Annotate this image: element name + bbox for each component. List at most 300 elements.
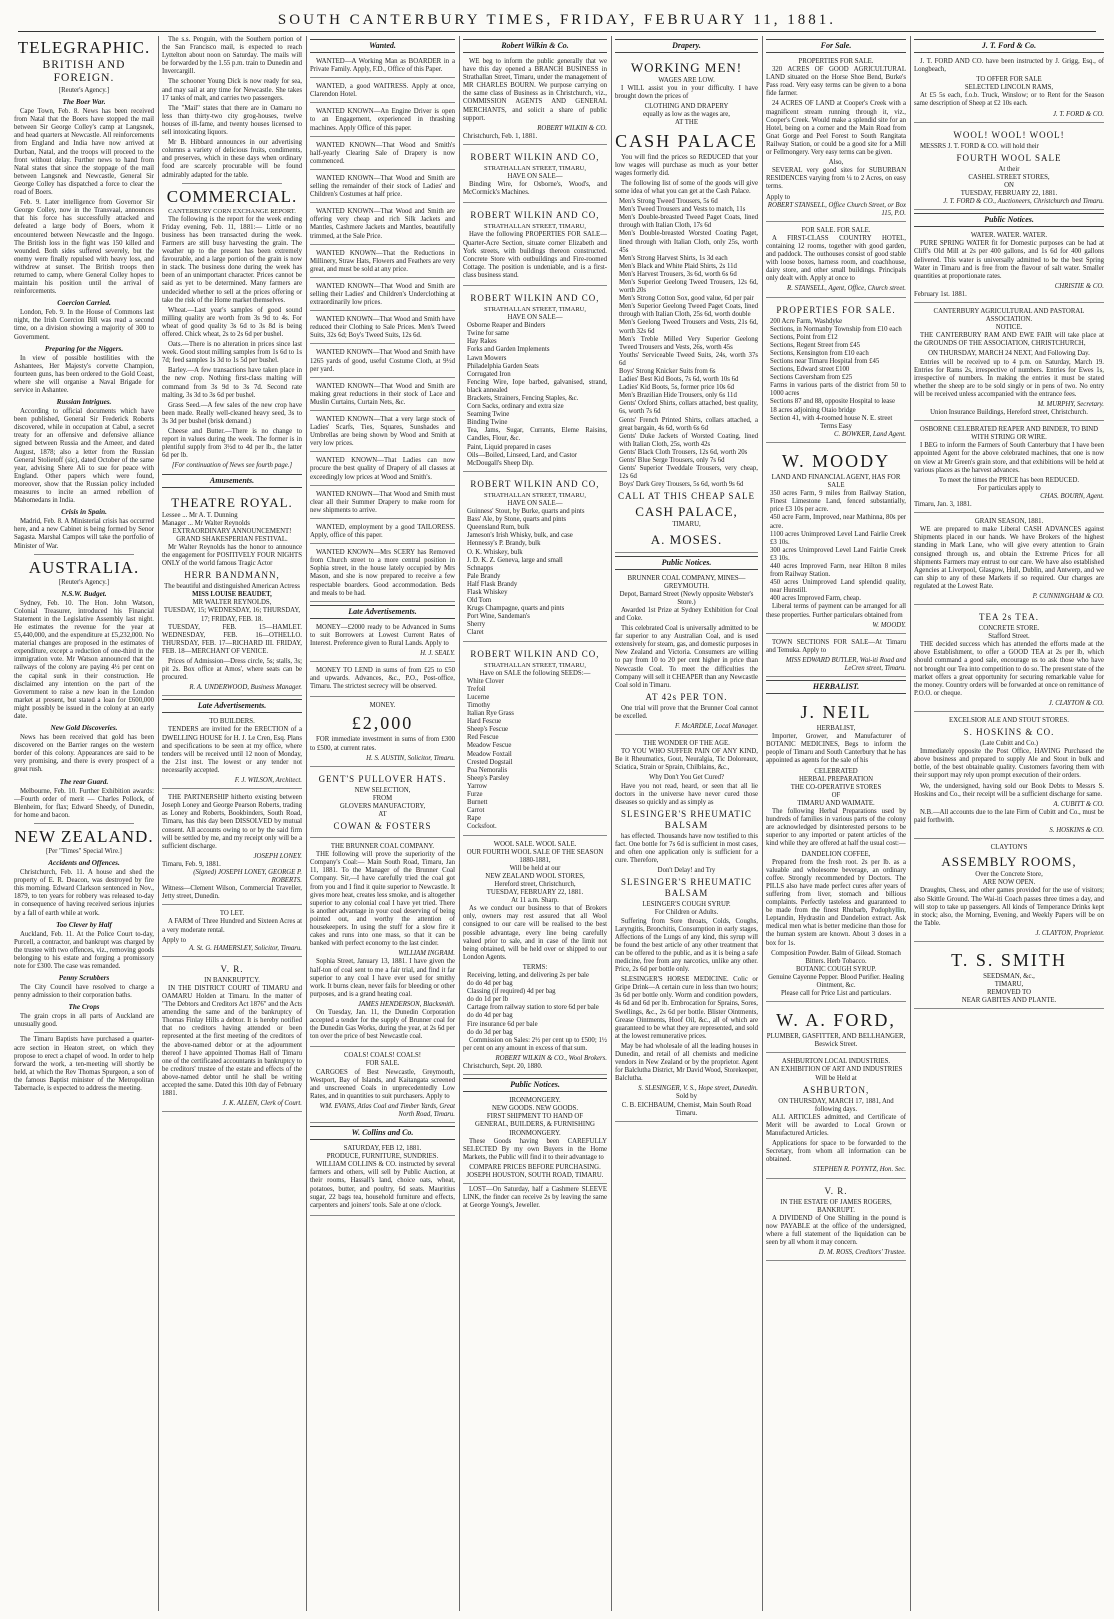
ad-signature: H. S. AUSTIN, Solicitor, Timaru. bbox=[366, 754, 455, 762]
agency-note: [Reuter's Agency.] bbox=[58, 87, 110, 94]
list-item: Burnett bbox=[467, 799, 488, 807]
ad-line: SATURDAY, FEB 12, 1881. bbox=[343, 1145, 422, 1153]
ad-text: THE following will prove the superiority of the Company's Coal:— Main South Road, Timaru, Jan 11, 1881. To the Manager of the Brunner Coal Company. Sir,—I have carefully tried the coal got from you and I find it quite superior to Newcastle. It gives more heat, creates less smoke, and is altogether superior to any colonial coal I have yet tried. There is another advantage in your coal deserving of being pointed out, and worthy the attention of housekeepers. In using the stuff for a slow fire it cakes and runs into one mass, so that it can be banked with perfect economy to the last cinder. bbox=[310, 851, 455, 948]
british-foreign-heading: BRITISH AND FOREIGN. bbox=[42, 59, 126, 84]
section-heading: Late Advertisements. bbox=[310, 605, 455, 619]
list-item: Oils—Boiled, Linseed, Lard, and Castor bbox=[467, 451, 578, 459]
list-item: Jameson's Irish Whisky, bulk, and case bbox=[467, 532, 573, 540]
list-item: Section 41, with 4-roomed house N. E. street bbox=[770, 414, 893, 422]
divider bbox=[34, 1032, 134, 1033]
article-heading: The rear Guard. bbox=[59, 777, 109, 786]
list-item: Yarrow bbox=[467, 782, 488, 790]
list-item: Timothy bbox=[467, 702, 491, 709]
ad-title: IRONMONGERY. bbox=[509, 1097, 561, 1105]
column-drapery bbox=[615, 36, 758, 1611]
ad-line: STRATHALLAN STREET, TIMARU, bbox=[484, 661, 586, 669]
ad-line: REMOVED TO bbox=[986, 989, 1032, 997]
ad-line: TUESDAY, 15; WEDNESDAY, 16; THURSDAY, 17; FRIDAY, FEB. 18. bbox=[163, 607, 301, 623]
list-item: Boys' Strong Knicker Suits from 6s bbox=[619, 368, 716, 375]
wanted-ad: WANTED KNOWN—That a very large stock of Ladies' Scarfs, Ties, Squares, Sunshades and Umbrellas are being shown by Wood and Smith at very low prices. bbox=[310, 413, 455, 452]
ad-line: EXTRAORDINARY ANNOUNCEMENT! bbox=[172, 527, 292, 535]
ad-title: TO LET. bbox=[219, 910, 245, 918]
ad-text: Importer, Grower, and Manufacturer of BOTANIC MEDICINES, Begs to inform the people of Timaru and South Canterbury that he has appointed as agents for the sale of his bbox=[766, 733, 906, 765]
ad-line: AT 42s PER TON. bbox=[645, 691, 728, 702]
rams-ad bbox=[914, 55, 1104, 123]
column-robert-wilkin bbox=[463, 36, 607, 1611]
list-item: Boys' Dark Grey Trousers, 5s 6d, worth 9s 6d bbox=[619, 481, 744, 489]
ad-line: ASHBURTON, bbox=[802, 1084, 870, 1095]
ad-line: Terms Easy bbox=[820, 422, 852, 430]
ad-line: February 1st. 1881. bbox=[914, 290, 967, 298]
ad-signature: CHRISTIE & CO. bbox=[1054, 282, 1104, 290]
ad-signature: ROBERT WILKIN & CO., Wool Brokers. bbox=[495, 1054, 607, 1062]
ad-signature: J. T. FORD & CO. bbox=[1052, 110, 1104, 118]
ad-text: MONEY—£2000 ready to be Advanced in Sums to suit Borrowers at Lowest Current Rates of Interest. Preference given to Rural Lands. Apply to bbox=[310, 623, 455, 647]
ad-title: GRAIN SEASON, 1881. bbox=[974, 518, 1044, 526]
report-heading: CANTERBURY CORN EXCHANGE REPORT. bbox=[168, 207, 296, 215]
list-item: Ladies' Best Kid Boots, 7s 6d, worth 10s 6d bbox=[619, 376, 739, 384]
ad-signature: A. MOSES. bbox=[650, 531, 723, 547]
ad-line: Genuine Cayenne Pepper. Blood Purifier. Healing Ointment, &c. bbox=[768, 973, 904, 989]
ad-title: EXCELSIOR ALE AND STOUT STORES. bbox=[949, 717, 1069, 724]
ad-title: OSBORNE CELEBRATED REAPER AND BINDER, TO BIND WITH STRING OR WIRE. bbox=[919, 426, 1099, 442]
list-item: Krugs Champagne, quarts and pints bbox=[467, 605, 565, 613]
ad-title: WOOL SALE. WOOL SALE. bbox=[493, 840, 577, 848]
list-item: Sections near Timaru Hospital from £45 bbox=[770, 358, 880, 365]
article-text: The City Council have resolved to charge a penny admission to their corporation baths. bbox=[14, 984, 154, 1000]
ad-text: At £5 5s each, f.o.b. Truck, Winslow; or to Rent for the Season same description of Sheep at £2 10s each. bbox=[914, 92, 1104, 108]
list-item: White Clover bbox=[467, 677, 504, 685]
ad-signature: A. St. G. HAMERSLEY, Solicitor, Timaru. bbox=[189, 944, 302, 952]
ad-title: FOR SALE. FOR SALE. bbox=[801, 226, 871, 234]
list-item: Corrugated Iron bbox=[467, 370, 511, 378]
article-text: The following is the report for the week ending Friday evening, Feb. 11, 1881:— Little or no business has been transacted during the week. Farmers are still busy harvesting the grain. The weather up to the present has been extremely favourable, and a large portion of the grain is now in stack. The business done during the week has been of an unimportant character. Prices cannot be said as yet to be determined. Many farmers are undecided whether to sell at the prices offering or take the risk of the Home market themselves. bbox=[162, 215, 302, 304]
list-item: Sections, in Normanby Township from £10 each bbox=[770, 325, 902, 333]
ad-signature: M. MURPHY, Secretary. bbox=[1037, 401, 1104, 408]
money-ad bbox=[310, 621, 455, 662]
article-heading: Penny Scrubbers bbox=[58, 974, 110, 983]
ad-line: ON THURSDAY, MARCH 17, 1881, And following days. bbox=[778, 1097, 894, 1113]
list-item: Men's Double-breasted Tweed Paget Coats, lined through with Italian Cloth, 17s 6d bbox=[619, 214, 758, 230]
list-item: Flask Whiskey bbox=[467, 588, 508, 596]
list-item: do do 4d per bag bbox=[467, 1012, 513, 1020]
list-item: Gents' Black Cloth Trousers, 12s 6d, worth 20s bbox=[619, 448, 748, 456]
list-item: Youths' Serviceable Tweed Suits, 24s, worth 37s 6d bbox=[619, 351, 758, 367]
ad-text: N.B.—All accounts due to the late Firm of Cubitt and Co., must be paid forthwith. bbox=[914, 808, 1104, 824]
article-heading: Too Clever by Half bbox=[56, 920, 112, 929]
ad-line: Christchurch, Sept. 20, 1880. bbox=[463, 1063, 543, 1071]
list-item: Hard Fescue bbox=[467, 718, 502, 726]
ad-title: ASSEMBLY ROOMS, bbox=[941, 854, 1077, 870]
article-heading: N.S.W. Budget. bbox=[61, 589, 107, 598]
ad-text: Commission on Sales: 2½ per cent up to £500; 1½ per cent on any amount in excess of that sum. bbox=[463, 1036, 607, 1052]
column-rule bbox=[611, 36, 612, 1611]
item-list bbox=[463, 508, 607, 638]
balsam-ad bbox=[615, 737, 758, 1122]
list-item: Philadelphia Garden Seats bbox=[467, 362, 539, 370]
ad-line: HERBALIST, bbox=[816, 725, 856, 733]
ad-line: ON THURSDAY, MARCH 24 NEXT, And Following Day. bbox=[928, 350, 1090, 358]
ad-line: COWAN & FOSTERS bbox=[333, 821, 432, 832]
bankruptcy-ad bbox=[162, 959, 302, 1113]
ad-signature: R. A. UNDERWOOD, Business Manager. bbox=[189, 684, 302, 692]
ad-text: A FARM of Three Hundred and Sixteen Acres at a very moderate rental. bbox=[162, 918, 302, 934]
list-item: Italian Rye Grass bbox=[467, 710, 514, 718]
ad-line: DANDELION COFFEE, bbox=[801, 850, 871, 858]
wanted-ad: WANTED KNOWN—That Wood and Smith have 1265 yards of good, useful Costume Cloth, at 9½d per yard. bbox=[310, 346, 455, 377]
wanted-ad: WANTED KNOWN—That Wood and Smith must clear all their Summer Drapery to make room for new shipments to arrive. bbox=[310, 488, 455, 519]
ad-text: Binding Wire, for Osborne's, Wood's, and McCormick's Machines. bbox=[463, 181, 607, 197]
ad-signature: R. STANSELL, Agent, Office, Church street. bbox=[787, 285, 906, 293]
ad-signature: W. MOODY. bbox=[872, 621, 906, 629]
theatre-ad bbox=[162, 490, 302, 697]
australia-heading: AUSTRALIA. bbox=[28, 557, 140, 577]
list-item: do do 3d per bag bbox=[467, 1028, 513, 1036]
ad-line: Stafford Street. bbox=[988, 633, 1030, 641]
list-item: do do 1d per lb bbox=[467, 996, 509, 1004]
ad-line: CLAYTON'S bbox=[990, 844, 1028, 852]
wanted-ad: WANTED KNOWN—That Wood and Smith are making great reductions in their stock of Lace and Muslin Curtains, Curtain Nets, &c. bbox=[310, 380, 455, 411]
list-item: O. K. Whiskey, bulk bbox=[467, 548, 523, 556]
article-text: According to official documents which have been published, General Sir Frederick Roberts discovered, while in occupation at Cabul, a secret treaty for an offensive and defensive alliance signed between Russia and the Ameer, and dated August, 1878; also a letter from the Russian General Stolietoff (sic), dated October of the same year, advising Shere Ali to sue for peace with England. Other papers which were found, moreover, show that the Russian policy included measures to incite an armed rebellion of Mahomedans in India. bbox=[14, 408, 154, 505]
ad-text: May be had wholesale of all the leading houses in Dunedin, and retail of all chemists and medicine vendors in New Zealand or by the proprietor. Agent for Balclutha District, Mr David Wood, Storekeeper, Balclutha. bbox=[615, 1042, 758, 1083]
column-rule bbox=[459, 36, 460, 1611]
article-text: Auckland, Feb. 11. At the Police Court to-day, Purcell, a contractor, and bankrupt was charged by the trustee with two offences, viz., removing goods belonging to his estate and forging a promissory note for £300. The case was remanded. bbox=[14, 930, 154, 970]
ad-line: BOTANIC COUGH SYRUP. bbox=[795, 965, 877, 973]
ad-line: The beautiful and distinguished American Actress bbox=[164, 583, 300, 591]
ad-line: Why Don't You Get Cured? bbox=[648, 774, 725, 782]
list-item: Schnapps bbox=[467, 564, 494, 572]
ad-text: I BEG to inform the Farmers of South Canterbury that I have been appointed Agent for the above celebrated machines, that one is now on view at Mr Green's grain store, and that exhibitions will be held at various places as the harvest advances. bbox=[914, 442, 1104, 474]
list-item: Fire insurance 6d per bale bbox=[467, 1020, 538, 1028]
ad-text: has effected. Thousands have now testified to this fact. One bottle for 7s 6d is sufficient in most cases, and often one application only is sufficient for a cure. Therefore, bbox=[615, 832, 758, 865]
ad-signature: ROBERT WILKIN & CO. bbox=[537, 124, 607, 132]
ad-title: W. A. FORD, bbox=[776, 1010, 896, 1031]
seedsman-ad bbox=[914, 944, 1104, 1009]
article-text: The s.s. Penguin, with the Southern portion of the San Francisco mail, is expected to reach Lyttelton about noon on Saturday. The mails will be forwarded by the 1.55 p.m. train to Dunedin and Invercargill. bbox=[162, 36, 302, 76]
ad-text: You will find the prices so REDUCED that your low wages will purchase as much as your better wages formerly did. bbox=[615, 153, 758, 177]
list-item: Men's Geelong Tweed Trousers and Vests, 21s 6d, worth 32s 6d bbox=[619, 319, 758, 335]
ad-line: CALL AT THIS CHEAP SALE bbox=[617, 491, 755, 502]
list-item: Crested Dogstail bbox=[467, 758, 513, 766]
article-text: The grain crops in all parts of Auckland are unusually good. bbox=[14, 1013, 154, 1029]
column-ford-notices bbox=[914, 36, 1104, 1611]
article-text: Madrid, Feb. 8. A Ministerial crisis has occurred here, and a new Cabinet is being formed by Senor Sagasta. Marshal Campos will take the portfolio of Minister of War. bbox=[14, 518, 154, 550]
ad-text: THE PARTNERSHIP hitherto existing between Joseph Loney and George Pearson Roberts, trading as Loney and Roberts, Bookbinders, South Road, Timaru, has this day been DISSOLVED by mutual consent. All accounts owing to or by the said firm will be settled by me, and my receipt only will be a sufficient discharge. bbox=[162, 794, 302, 850]
ad-signature: D. M. ROSS, Creditors' Trustee. bbox=[818, 1249, 906, 1257]
list-item: Claret bbox=[467, 629, 484, 637]
ad-line: Also, bbox=[828, 159, 844, 167]
ad-line: HERBAL PREPARATION bbox=[798, 775, 874, 783]
list-item: Men's Strong Harvest Shirts, 1s 3d each bbox=[619, 254, 728, 262]
ad-line: Sold by bbox=[676, 1093, 697, 1101]
list-item: Sections Caversham from £25 bbox=[770, 374, 853, 382]
article-text: In view of possible hostilities with the Ashantees, Her Majesty's corvette Champion, fourteen guns, has been ordered to the Gold Coast, where she will organise a Naval Brigade for service in Ashantee. bbox=[14, 354, 154, 394]
ad-text: FOR immediate investment in sums of from £300 to £500, at current rates. bbox=[310, 736, 455, 752]
ad-line: At 11 a.m. Sharp. bbox=[511, 897, 559, 905]
ad-line: equally as low as the wages are, bbox=[642, 111, 730, 119]
list-item: 350 acres Farm, 9 miles from Railway Station, Finest Limestone Land, fenced substantially, price £3 10s per acre. bbox=[770, 490, 906, 514]
wire-note: [Per "Times" Special Wire.] bbox=[46, 847, 122, 855]
list-item: Sections, Point from £12 bbox=[770, 333, 838, 341]
ad-title: MONEY. bbox=[369, 702, 396, 710]
list-item: Ladies' Kid Boots, 5s, former price 10s 6d bbox=[619, 384, 735, 392]
ad-signature: F. J. WILSON, Architect. bbox=[234, 777, 302, 785]
ad-line: ARE NOW OPEN. bbox=[982, 879, 1036, 887]
list-item: 300 acres Unimproved Level Land Fairlie Creek £3 10s. bbox=[770, 546, 906, 562]
ad-line: Over the Concrete Store, bbox=[975, 871, 1043, 879]
article-text: Cape Town, Feb. 8. News has been received from Natal that the Boers have stopped the mail between Sir George Colley's camp at Langsnek, and head quarters at Newcastle. All reinforcements from England and India have now arrived at Durban, Natal, and the troops will proceed to the front without delay. Further news to hand from Natal states that since the stoppage of the mail between Langsnek and Newcastle, General Sir George Colley has dispatched a force to clear the road of Boers. bbox=[14, 108, 154, 197]
ad-line: OUR FOURTH WOOL SALE OF THE SEASON 1880-1881, bbox=[466, 848, 604, 864]
ad-signature: ROBERT STANSELL, Office Church Street, or Box 115, P.O. bbox=[767, 201, 906, 217]
ad-title: COALS! COALS! COALS! bbox=[343, 1052, 422, 1060]
ad-text: The following list of some of the goods will give some idea of what you can get at the Cash Palace. bbox=[615, 179, 758, 195]
wanted-ad: WANTED KNOWN—That Wood and Smith are offering very cheap and rich Silk Jackets and Mantles, Cashmere Jackets and Mantles, beautifully trimmed, at the Sale Price. bbox=[310, 205, 455, 244]
ad-line: OF bbox=[831, 791, 841, 799]
ad-text: The following Herbal Preparations used by hundreds of families in various parts of the colony are acknowledged by disinterested persons to be superior to any imported or patent articles of the kind while they are offered at half the usual cost:— bbox=[766, 808, 906, 848]
list-item: Half Flask Brandy bbox=[467, 580, 518, 588]
properties-ad bbox=[766, 300, 906, 443]
water-ad bbox=[914, 229, 1104, 303]
ad-line: C. B. EICHBAUM, Chemist, Main South Road Timaru. bbox=[621, 1101, 752, 1117]
ad-signature: H. J. SEALY. bbox=[420, 649, 455, 657]
article-text: Christchurch, Feb. 11. A house and shed the property of E. R. Deacon, was destroyed by fire this morning. Edward Clarkson sentenced in Nov., 1879, to ten years for robbery was released to-day in consequence of having received serious injuries by a fall of earth while at work. bbox=[14, 869, 154, 917]
ad-line: STRATHALLAN STREET, TIMARU, bbox=[484, 491, 586, 499]
properties-ad bbox=[766, 55, 906, 222]
article-heading: Russian Intrigues. bbox=[56, 398, 112, 407]
ad-text: ALL ARTICLES admitted, and Certificate of Merit will be awarded to Local Grown or Manufactured Articles. bbox=[766, 1113, 906, 1138]
ad-line: HAVE ON SALE— bbox=[507, 173, 563, 181]
ad-text: J. T. FORD AND CO. have been instructed by J. Grigg, Esq., of Longbeach, bbox=[914, 58, 1104, 74]
wilkin-ad bbox=[463, 644, 607, 836]
list-item: 440 acres Improved Farm, near Hilton 8 miles from Railway Station. bbox=[770, 562, 906, 579]
ad-line: To meet the times the PRICE has been REDUCED. bbox=[938, 476, 1080, 484]
price-list bbox=[615, 198, 758, 489]
ad-title: WATER. WATER. WATER. bbox=[970, 232, 1048, 240]
ad-title: T. S. SMITH bbox=[951, 949, 1067, 970]
list-item: Lucerne bbox=[467, 693, 490, 701]
column-wanted bbox=[310, 36, 455, 1611]
wanted-ad: WANTED KNOWN—That the Reductions in Millinery, Straw Hats, Flowers and Feathers are very great, and must be sold at any price. bbox=[310, 247, 455, 278]
agency-note: [Reuter's Agency.] bbox=[58, 578, 110, 586]
section-heading: HERBALIST. bbox=[766, 680, 906, 694]
coals-ad bbox=[310, 1049, 455, 1123]
ad-line: Manager ... Mr Walter Reynolds bbox=[162, 519, 250, 527]
article-text: The schooner Young Dick is now ready for sea, and may sail at any time for Newcastle. She takes 17 tanks of malt, and carries two passengers. bbox=[162, 78, 302, 102]
ad-line: TIMARU, bbox=[672, 521, 701, 529]
divider bbox=[34, 554, 134, 555]
wanted-list bbox=[310, 55, 455, 602]
property-list bbox=[766, 490, 906, 603]
ad-line: ON bbox=[1004, 181, 1014, 189]
ad-line: STRATHALLAN STREET, TIMARU, bbox=[484, 164, 586, 172]
ad-line: Timaru, Feb. 9, 1881. bbox=[162, 860, 221, 868]
ad-line: Depot, Barnard Street (Newly opposite Webster's Store.) bbox=[619, 590, 754, 606]
wilkin-ad bbox=[463, 147, 607, 203]
ad-line: NEAR GABITES AND PLANTE. bbox=[961, 997, 1057, 1005]
ad-line: SELECTED LINCOLN RAMS, bbox=[964, 84, 1054, 92]
article-text: Sydney, Feb. 10. The Hon. John Watson, Colonial Treasurer, introduced his Financial Statement in the Legislative Assembly last night. He estimates the revenue for the year at £5,440,000, and the expenditure at £5,232,000. No material changes are proposed in the estimates of expenditure, except a reduction of one-third in the immigration vote. Mr Watson announced that the railways of the colony are paying 4½ per cent on the capital sunk in their construction. He disclaimed any intention on the part of the Government to raise a new loan in the London market at present, but stated a loan for £600,000 might possibly be issued in the colony at an early date. bbox=[14, 599, 154, 720]
ad-signature: J. CLAYTON, Proprietor. bbox=[1035, 929, 1104, 937]
ad-line: WAGES ARE LOW. bbox=[658, 77, 715, 84]
ad-text: Immediately opposite the Post Office, HAVING Purchased the above business and prepared to supply Ale and Stout in bulk and bottle, of the best obtainable quality. Customers favoring them with their support may rely upon prompt execution of their orders. bbox=[914, 748, 1104, 780]
ad-text: One trial will prove that the Brunner Coal cannot be excelled. bbox=[615, 704, 758, 720]
ad-line: Timaru, Jan. 3, 1881. bbox=[914, 501, 972, 509]
association-ad bbox=[914, 305, 1104, 421]
ad-line: HAVE ON SALE— bbox=[507, 314, 563, 322]
article-heading: Crisis in Spain. bbox=[61, 508, 107, 517]
article-text: Grass Seed.—A few sales of the new crop have been made. Really well-cleaned heavy seed, 3s to 3s 3d per bushel (brisk demand.) bbox=[162, 401, 302, 425]
ad-line: CONCRETE STORE. bbox=[978, 625, 1040, 633]
list-item: Men's Double-breasted Worsted Coating Paget, lined through with Italian Cloth, only 25s, worth 45s bbox=[619, 230, 758, 254]
ad-line: S. HOSKINS & CO. bbox=[963, 727, 1055, 738]
list-item: Gents' French Printed Shirts, collars attached, a great bargain, 4s 6d, worth 6s 6d bbox=[619, 416, 758, 432]
wanted-ad: WANTED KNOWN—That Wood and Smith's half-yearly Clearing Sale of Drapery is now commenced. bbox=[310, 139, 455, 170]
ad-title: TEA 2s TEA. bbox=[978, 612, 1040, 623]
ad-title: CANTERBURY AGRICULTURAL AND PASTORAL ASSOCIATION. bbox=[933, 307, 1085, 324]
cash-palace-ad bbox=[615, 55, 758, 553]
list-item: McDougall's Sheep Dip. bbox=[467, 459, 534, 467]
column-news-commercial bbox=[162, 36, 302, 1611]
column-telegraphic bbox=[14, 36, 154, 1611]
ad-amount: £2,000 bbox=[351, 713, 414, 734]
ad-signature: JOSEPH LONEY. bbox=[253, 852, 302, 860]
list-item: Cocksfoot. bbox=[467, 823, 497, 831]
list-item: Furze bbox=[467, 791, 483, 799]
ad-line: Apply to bbox=[766, 193, 790, 201]
money-ad bbox=[310, 699, 455, 766]
wanted-ad: WANTED KNOWN—That Ladies can now procure the best quality of Drapery of all classes at exceedingly low prices at Wood and Smith's. bbox=[310, 454, 455, 485]
ad-text: As we conduct our business to that of Brokers only, owners may rest assured that all Wool consigned to our care will be realised to the best possible advantage, every line being carefully valued prior to sale, and in case of the limit not being obtained, will be held over or shipped to our London Agents. bbox=[463, 905, 607, 961]
list-item: Pale Brandy bbox=[467, 572, 501, 580]
list-item: 450 acre Farm, Improved, near Mathinna, 80s per acre. bbox=[770, 514, 906, 530]
ad-line: AN EXHIBITION OF ART AND INDUSTRIES bbox=[769, 1066, 903, 1074]
ad-title: THEATRE ROYAL. bbox=[171, 494, 293, 510]
list-item: Men's Treble Milled Very Superior Geelong Tweed Trousers and Vests, 26s, worth 45s bbox=[619, 335, 758, 351]
ad-line: Beswick Street. bbox=[814, 1041, 858, 1049]
section-heading: J. T. Ford & Co. bbox=[914, 39, 1104, 53]
list-item: Gents' Superior Tweddale Trousers, very cheap, 12s 6d bbox=[619, 465, 758, 481]
ad-text: Have you not read, heard, or seen that all lie doctors in the universe have never cured those diseases so quickly and as simply as bbox=[615, 782, 758, 806]
ad-title: IN BANKRUPTCY. bbox=[204, 976, 260, 984]
ad-line: Have on SALE the following SEEDS:— bbox=[479, 669, 591, 677]
article-text: Feb. 9. Later intelligence from Governor Sir George Colley, now in the Transvaal, announces that his force has successfully attacked and defeated a large body of Boers, whom it encountered between Newcastle and the Ingogo. The British loss in the fight was 150 killed and wounded. Both sides suffered severely, but the enemy were finally repulsed with heavy loss, and withdrew at sunset. The British troops then returned to camp, where General Colley hopes to maintain his position until the arrival of reinforcements. bbox=[14, 199, 154, 296]
wilkin-ad bbox=[463, 55, 607, 145]
list-item: 18 acres adjoining Otaio bridge bbox=[770, 406, 856, 414]
ad-line: COMPARE PRICES BEFORE PURCHASING. bbox=[469, 1163, 601, 1171]
ad-text: MONEY TO LEND in sums of from £25 to £50 and upwards. Advances, &c., P.O., Post-office, Timaru. The strictest secrecy will be observed. bbox=[310, 667, 455, 691]
hats-ad bbox=[310, 769, 455, 838]
ad-signature: J. T. FORD & CO., Auctioneers, Christchurch and Timaru. bbox=[943, 198, 1104, 206]
ad-signature: J. K. ALLEN, Clerk of Court. bbox=[222, 1100, 302, 1108]
ad-text: CARGOES of Best Newcastle, Greymouth, Westport, Bay of Islands, and Kaitangata screened and unscreened Coals in unprecedentedly Low Rates, and in quantities to suit purchasers. Apply to bbox=[310, 1068, 455, 1100]
ad-line: LAND AND FINANCIAL AGENT, HAS FOR SALE bbox=[771, 473, 901, 490]
list-item: Carrot bbox=[467, 807, 485, 815]
ad-line: TUESDAY, FEBRUARY 22, 1881. bbox=[486, 889, 584, 897]
list-item: 200 Acre Farm, Washdyke bbox=[770, 317, 843, 325]
ad-signature: P. CUNNINGHAM & CO. bbox=[1032, 592, 1104, 600]
ad-signature: WM. EVANS, Atlas Coal and Timber Yards, Great North Road, Timaru. bbox=[319, 1102, 455, 1118]
list-item: Sheep's Fescue bbox=[467, 726, 509, 734]
ad-text: These Goods having been CAREFULLY SELECTED By my own Buyers in the Home Markets, the Public will find it to their advantage to bbox=[463, 1137, 607, 1161]
list-item: Men's Harvest Trousers, 3s 6d, worth 6s 6d bbox=[619, 270, 737, 278]
list-item: Classing (if required) 4d per bag bbox=[467, 988, 556, 996]
list-item: Seaming Twine bbox=[467, 411, 510, 419]
ad-line: For particulars apply to bbox=[977, 484, 1041, 492]
list-item: Red Fescue bbox=[467, 734, 499, 742]
article-text: Oats.—There is no alteration in prices since last week. Good stout milling samples from 1s 6d to 1s 7d; feed samples 1s 3d to 1s 5d per bushel. bbox=[162, 341, 302, 365]
masthead-rule bbox=[18, 31, 1096, 32]
ad-line: STRATHALLAN STREET, TIMARU, bbox=[484, 223, 586, 231]
money-ad bbox=[310, 664, 455, 697]
grain-ad bbox=[914, 515, 1104, 605]
ad-text: SEVERAL very good sites for SUBURBAN RESIDENCES varying from ¼ to 2 Acres, on easy terms. bbox=[766, 167, 906, 191]
ad-line: Apply to bbox=[162, 936, 186, 944]
list-item: Receiving, letting, and delivering 2s per bale bbox=[467, 972, 589, 979]
list-item: Men's Tweed Trousers and Vests to match, 11s bbox=[619, 206, 746, 214]
ad-title: PROPERTIES FOR SALE. bbox=[776, 304, 896, 315]
ad-line: Hereford street, Christchurch, bbox=[494, 880, 576, 888]
brunner-coal-ad bbox=[615, 572, 758, 736]
ad-text: We, the undersigned, having sold our Book Debts to Messrs S. Hoskins and Co., their receipt will be a sufficient discharge for same. bbox=[914, 782, 1104, 798]
divider bbox=[182, 183, 282, 184]
list-item: Cartage from railway station to store 6d per bale bbox=[467, 1004, 599, 1012]
ad-signature: MISS EDWARD BUTLER, Wai-iti Road and LeCren street, Timaru. bbox=[785, 656, 906, 672]
list-item: Guinness' Stout, by Burke, quarts and pints bbox=[467, 508, 585, 516]
ad-text: A FIRST-CLASS COUNTRY HOTEL, containing 12 rooms, together with good garden, and paddock. The outhouses consist of good stable with loose boxes, harness room, and coachhouse, dairy store, and other small buildings. Principals only dealt with. Apply at once to bbox=[766, 234, 906, 283]
ad-text: Suffering from Sore throats, Colds, Coughs, Laryngitis, Bronchitis, Consumption in early stages, Affections of the Lungs of any kind, this syrup will be found the best article of any other treatment that can be offered to the public, and as it is being a safe medicine, free from any narcotics, unlike any other. Price, 2s 6d per bottle only. bbox=[615, 917, 758, 974]
ad-line: Composition Powder. Balm of Gilead. Stomach Bitters. Herb Tobacco. bbox=[771, 949, 901, 965]
assembly-rooms-ad bbox=[914, 841, 1104, 942]
ad-line: STRATHALLAN STREET, TIMARU, bbox=[484, 305, 586, 313]
ad-line: Union Insurance Buildings, Hereford street, Christchurch. bbox=[930, 409, 1088, 417]
ad-title: ROBERT WILKIN AND CO, bbox=[470, 292, 600, 303]
article-text: London, Feb. 9. In the House of Commons last night, the Irish Coercion Bill was read a second time, on a division showing a majority of 300 to Government. bbox=[14, 309, 154, 341]
ad-line: NEW SELECTION, bbox=[354, 786, 411, 794]
list-item: Port Wine, Sandeman's bbox=[467, 613, 530, 621]
ad-text: Prices of Admission—Dress circle, 5s; stalls, 3s; pit 2s. Box office at Amos', where seats can be procured. bbox=[162, 658, 302, 682]
hoskins-ad bbox=[914, 714, 1104, 839]
list-item: Paint, Liquid prepared in cases bbox=[467, 443, 551, 451]
ashburton-ad bbox=[766, 1055, 906, 1178]
list-item: 450 acres Unimproved Land splendid quality, near Hunstill. bbox=[770, 579, 906, 595]
divider bbox=[34, 823, 134, 824]
ad-line: CASH PALACE, bbox=[635, 504, 738, 520]
ad-text: I WILL assist you in your difficulty. I have brought down the prices of bbox=[615, 85, 758, 101]
ad-line: GRAND SHAKESPERIAN FESTIVAL. bbox=[176, 535, 288, 543]
list-item: Sections 87 and 88, opposite Hospital to lease bbox=[770, 398, 895, 406]
ad-text: 320 ACRES OF GOOD AGRICULTURAL LAND situated on the Horse Shoe Bend, Burke's Pass road. Very easy terms can be given to a bona fide farmer. bbox=[766, 66, 906, 98]
hotel-ad bbox=[766, 224, 906, 298]
ad-line: TO OFFER FOR SALE bbox=[976, 76, 1042, 84]
section-heading: Wanted. bbox=[310, 39, 455, 53]
collins-ad bbox=[310, 1142, 455, 1216]
ad-signature: CHAS. BOURN, Agent. bbox=[1040, 492, 1104, 500]
wanted-ad: WANTED—A Working Man as BOARDER in a Private Family. Apply, F.D., Office of this Paper. bbox=[310, 55, 455, 78]
article-heading: New Gold Discoveries. bbox=[50, 724, 118, 733]
list-item: Gents' Duke Jackets of Worsted Coating, lined with Italian Cloth, 25s, worth 42s bbox=[619, 432, 758, 448]
ad-text: Applications for space to be forwarded to the Secretary, from whom all information can be obtained. bbox=[766, 1140, 906, 1164]
ad-signature: STEPHEN R. POYNTZ, Hon. Sec. bbox=[813, 1166, 906, 1174]
ad-text: Sophia Street, January 13, 1881. I have given the half-ton of coal sent to me a fair trial, and find it far superior to any coal I have ever used for smithy work. It burns clean, never fails for bleeding or other purposes, and is a grand heating coal. bbox=[310, 958, 455, 998]
ad-line: TIMARU, bbox=[994, 981, 1024, 989]
commercial-heading: COMMERCIAL. bbox=[166, 186, 298, 206]
wanted-ad: WANTED, employment by a good TAILORESS. Apply, office of this paper. bbox=[310, 521, 455, 544]
section-heading: Late Advertisements. bbox=[162, 699, 302, 713]
ad-line: SLESINGER'S RHEUMATIC BALSAM bbox=[621, 808, 752, 830]
ad-text: Mr Walter Reynolds has the honor to announce the engagement for POSITIVELY FOUR NIGHTS ONLY of the world famous Tragic Actor bbox=[162, 543, 302, 568]
ad-line: PLUMBER, GASFITTER, AND BELLHANGER, bbox=[766, 1033, 906, 1041]
